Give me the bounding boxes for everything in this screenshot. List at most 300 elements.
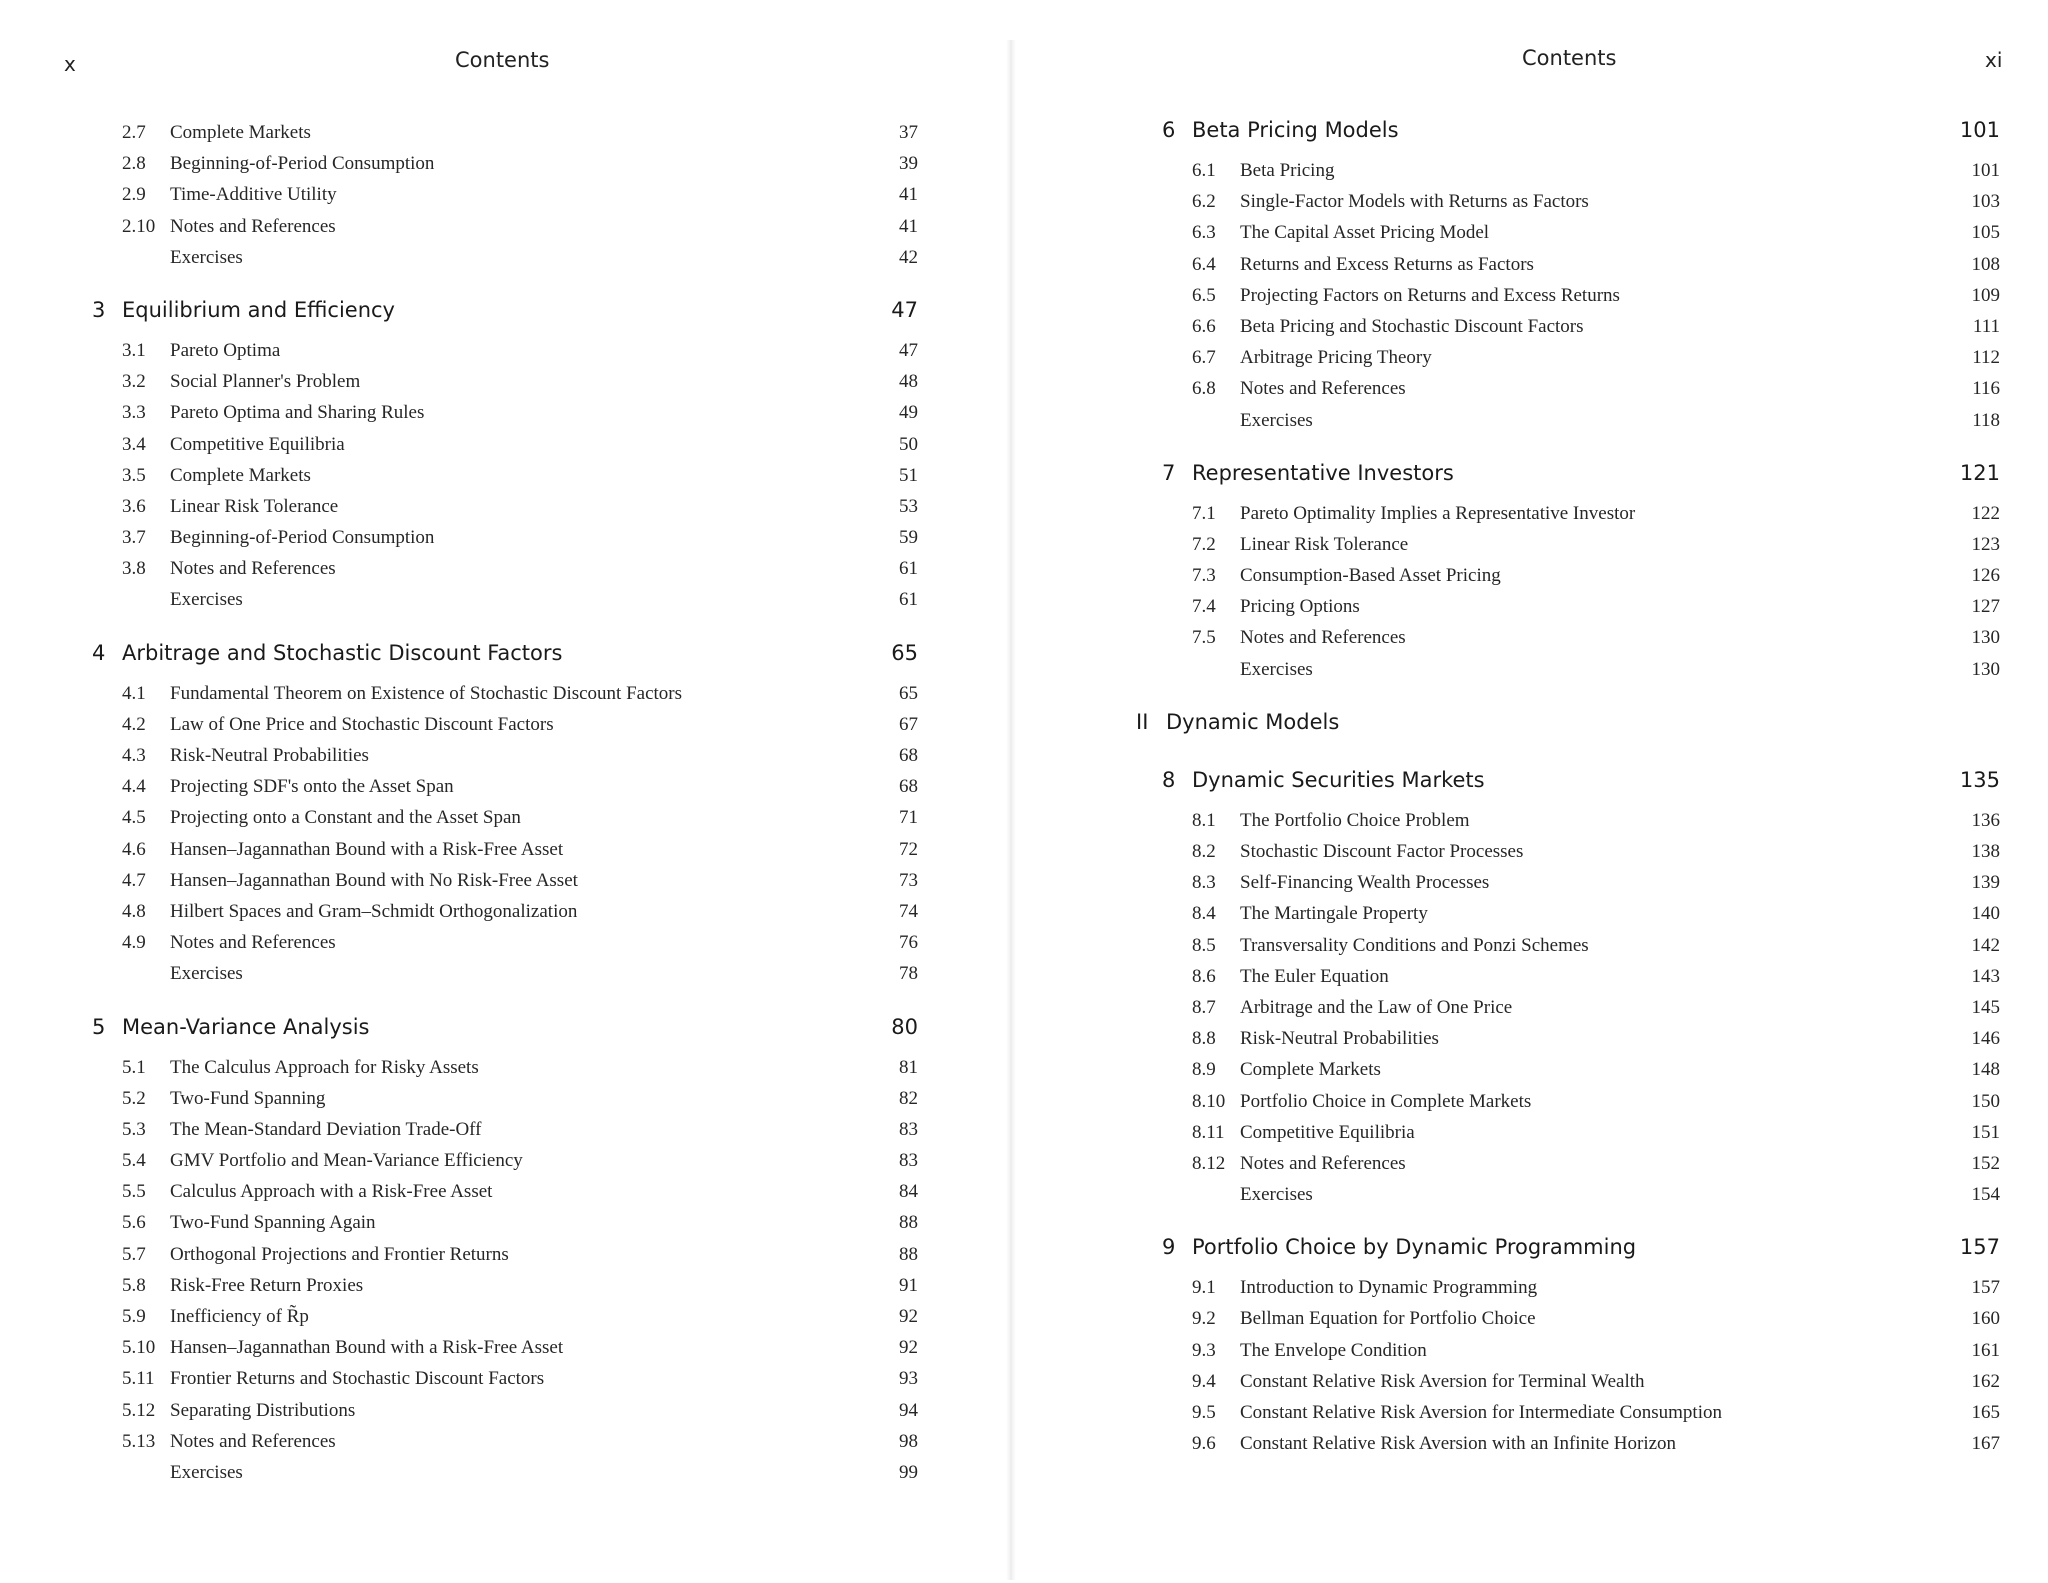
toc-entry [1162,1028,2000,1059]
section-page-number: 130 [1971,627,2000,649]
section-number: 4.6 [122,838,146,860]
section-page-number: 78 [899,963,918,985]
section-title: Inefficiency of R̃p [170,1306,309,1327]
section-title: Exercises [1240,658,1313,680]
chapter-number: 8 [1162,767,1176,792]
section-title: Bellman Equation for Portfolio Choice [1240,1308,1536,1330]
section-title: Constant Relative Risk Aversion for Intermediate Consumption [1240,1402,1722,1423]
section-title: Exercises [1240,1184,1313,1206]
section-number: 4.2 [122,713,146,735]
section-title: Frontier Returns and Stochastic Discount Factors [170,1368,545,1390]
toc-entry [92,745,918,776]
section-page-number: 126 [1971,565,2000,587]
section-number: 2.7 [122,122,146,143]
section-page-number: 74 [899,900,918,922]
toc-entry [1162,596,2000,627]
toc-entry [92,527,918,558]
section-title: Linear Risk Tolerance [1240,533,1409,555]
section-number: 5.5 [122,1181,146,1203]
toc-entry [92,807,918,838]
toc-entry [92,1368,918,1399]
toc-entry [92,1306,918,1337]
toc-entry [92,1181,918,1212]
section-number: 4.8 [122,900,146,922]
section-title: Pareto Optima [170,339,281,361]
toc-entry [1162,1371,2000,1402]
section-number: 9.5 [1192,1402,1216,1423]
section-title: The Portfolio Choice Problem [1240,809,1470,831]
toc-entry [92,1119,918,1150]
section-number: 3.1 [122,339,146,361]
toc-entry [1162,1059,2000,1090]
section-title: Two-Fund Spanning [170,1087,326,1109]
section-page-number: 92 [899,1337,918,1359]
page-folio-right: xi [1985,48,2003,72]
section-page-number: 111 [1972,315,2000,337]
section-title: Law of One Price and Stochastic Discount Factors [170,713,554,735]
section-number: 6.3 [1192,222,1216,244]
section-number: 8.12 [1192,1152,1226,1174]
section-title: Beta Pricing and Stochastic Discount Factors [1240,315,1584,337]
section-title: Projecting onto a Constant and the Asset Span [170,807,521,829]
toc-entry [1162,160,2000,191]
section-title: Single-Factor Models with Returns as Factors [1240,191,1589,213]
section-title: Hilbert Spaces and Gram–Schmidt Orthogonalization [170,900,578,922]
toc-entry [1162,503,2000,534]
toc-entry [92,465,918,496]
section-page-number: 140 [1971,903,2000,925]
section-title: Constant Relative Risk Aversion for Terminal Wealth [1240,1370,1645,1392]
section-number: 7.5 [1192,627,1216,649]
toc-entry [92,184,918,215]
section-page-number: 98 [899,1430,918,1452]
section-title: Introduction to Dynamic Programming [1240,1277,1538,1299]
section-page-number: 152 [1971,1152,2000,1174]
section-number: 5.9 [122,1306,146,1327]
section-number: 3.4 [122,433,146,455]
section-number: 2.10 [122,215,156,237]
section-number: 9.2 [1192,1308,1216,1330]
section-number: 3.7 [122,527,146,549]
section-page-number: 83 [899,1118,918,1140]
section-number: 4.1 [122,682,146,704]
section-title: Exercises [1240,409,1313,431]
section-page-number: 151 [1971,1121,2000,1143]
section-page-number: 136 [1971,809,2000,831]
toc-entry [92,122,918,153]
chapter-page-number: 121 [1959,460,2000,485]
section-page-number: 146 [1971,1028,2000,1050]
section-number: 5.2 [122,1087,146,1109]
toc-entry [92,153,918,184]
part-number: II [1136,709,1149,734]
section-title: Complete Markets [1240,1059,1381,1081]
toc-entry [1162,1402,2000,1433]
section-title: Separating Distributions [170,1399,356,1421]
part-title: Dynamic Models [1166,709,1340,734]
section-page-number: 51 [899,464,918,486]
section-number: 4.3 [122,745,146,766]
section-page-number: 167 [1971,1433,2000,1455]
section-number: 2.9 [122,184,146,206]
toc-entry-exercises [1162,659,2000,690]
section-number: 4.4 [122,776,146,798]
chapter-number: 9 [1162,1235,1176,1260]
toc-entry [1162,1433,2000,1464]
section-number: 7.1 [1192,502,1216,524]
chapter-heading [92,298,918,336]
section-number: 5.13 [122,1430,156,1452]
section-title: Linear Risk Tolerance [170,495,339,517]
section-title: Hansen–Jagannathan Bound with a Risk-Free Asset [170,1337,564,1359]
section-title: The Mean-Standard Deviation Trade-Off [170,1118,482,1140]
section-page-number: 161 [1971,1339,2000,1361]
section-title: Time-Additive Utility [170,184,337,206]
section-page-number: 139 [1971,872,2000,894]
section-page-number: 162 [1971,1370,2000,1392]
toc-entry [92,340,918,371]
section-number: 8.9 [1192,1059,1216,1081]
section-page-number: 101 [1971,160,2000,181]
section-title: Competitive Equilibria [170,433,345,455]
section-page-number: 68 [899,745,918,766]
section-page-number: 41 [899,215,918,237]
section-title: Notes and References [170,558,336,580]
chapter-page-number: 135 [1959,767,2000,792]
section-page-number: 142 [1971,934,2000,956]
toc-entry [1162,1340,2000,1371]
chapter-title: Portfolio Choice by Dynamic Programming [1192,1235,1637,1260]
chapter-page-number: 65 [891,640,918,665]
chapter-page-number: 80 [891,1014,918,1039]
chapter-page-number: 157 [1959,1235,2000,1260]
section-number: 8.8 [1192,1028,1216,1050]
section-number: 8.7 [1192,996,1216,1018]
section-page-number: 112 [1972,347,2000,369]
toc-entry [92,434,918,465]
section-number: 6.8 [1192,378,1216,400]
section-page-number: 50 [899,433,918,455]
section-title: The Capital Asset Pricing Model [1240,222,1490,244]
section-number: 6.2 [1192,191,1216,213]
section-page-number: 165 [1971,1402,2000,1423]
section-title: Projecting SDF's onto the Asset Span [170,776,454,798]
section-number: 5.10 [122,1337,156,1359]
toc-entry [1162,1277,2000,1308]
section-page-number: 122 [1971,502,2000,524]
toc-entry [92,932,918,963]
section-title: Notes and References [170,1430,336,1452]
section-title: The Calculus Approach for Risky Assets [170,1056,479,1078]
toc-entry-exercises [92,589,918,620]
section-page-number: 118 [1972,409,2000,431]
toc-entry [1162,966,2000,997]
section-page-number: 143 [1971,965,2000,987]
section-page-number: 108 [1971,253,2000,275]
section-number: 5.1 [122,1056,146,1078]
section-title: The Martingale Property [1240,903,1428,925]
section-title: Exercises [170,589,243,611]
toc-entry [92,1088,918,1119]
section-number: 5.4 [122,1150,146,1172]
section-title: Returns and Excess Returns as Factors [1240,253,1534,275]
section-number: 8.1 [1192,809,1216,831]
section-page-number: 99 [899,1461,918,1483]
section-page-number: 39 [899,153,918,175]
toc-entry [1162,1308,2000,1339]
section-title: Complete Markets [170,122,311,143]
toc-entry [92,1150,918,1181]
toc-entry [1162,627,2000,658]
chapter-title: Representative Investors [1192,460,1454,485]
toc-entry [1162,378,2000,409]
section-title: Fundamental Theorem on Existence of Stochastic Discount Factors [170,682,683,704]
section-number: 9.3 [1192,1339,1216,1361]
section-number: 6.5 [1192,284,1216,306]
section-page-number: 48 [899,371,918,393]
section-title: Orthogonal Projections and Frontier Returns [170,1243,509,1265]
section-number: 5.7 [122,1243,146,1265]
toc-entry [1162,316,2000,347]
section-number: 6.6 [1192,315,1216,337]
section-page-number: 61 [899,558,918,580]
section-title: Two-Fund Spanning Again [170,1212,376,1234]
toc-entry-exercises [1162,410,2000,441]
section-page-number: 116 [1972,378,2000,400]
toc-entry [1162,872,2000,903]
section-page-number: 103 [1971,191,2000,213]
toc-entry [1162,347,2000,378]
toc-entry [1162,935,2000,966]
section-number: 3.2 [122,371,146,393]
running-head-right: Contents [1522,46,1617,70]
section-title: Notes and References [170,215,336,237]
section-number: 7.4 [1192,596,1216,618]
toc-entry [92,371,918,402]
chapter-heading [1162,1235,2000,1273]
section-title: Risk-Neutral Probabilities [1240,1028,1439,1050]
toc-entry [92,496,918,527]
chapter-heading [1162,768,2000,806]
section-number: 3.3 [122,402,146,424]
section-page-number: 47 [899,339,918,361]
section-page-number: 88 [899,1243,918,1265]
section-title: Notes and References [1240,378,1406,400]
section-number: 5.11 [122,1368,155,1390]
toc-entry [92,1275,918,1306]
section-page-number: 91 [899,1274,918,1296]
section-page-number: 84 [899,1181,918,1203]
section-title: Transversality Conditions and Ponzi Schemes [1240,934,1589,956]
chapter-number: 7 [1162,460,1176,485]
section-number: 8.6 [1192,965,1216,987]
section-number: 5.12 [122,1399,156,1421]
section-page-number: 67 [899,713,918,735]
section-page-number: 123 [1971,533,2000,555]
section-title: Beta Pricing [1240,160,1335,181]
toc-entry [92,558,918,589]
section-page-number: 76 [899,932,918,954]
section-page-number: 81 [899,1056,918,1078]
section-title: Risk-Neutral Probabilities [170,745,369,766]
section-page-number: 150 [1971,1090,2000,1112]
chapter-page-number: 47 [891,297,918,322]
section-title: Projecting Factors on Returns and Excess Returns [1240,284,1620,306]
left-page [0,0,1010,1583]
toc-entry [1162,254,2000,285]
section-title: Arbitrage Pricing Theory [1240,347,1432,369]
section-number: 4.7 [122,869,146,891]
toc-entry [1162,810,2000,841]
section-page-number: 109 [1971,284,2000,306]
section-page-number: 71 [899,807,918,829]
section-page-number: 145 [1971,996,2000,1018]
section-page-number: 105 [1971,222,2000,244]
toc-entry [1162,222,2000,253]
chapter-title: Beta Pricing Models [1192,118,1399,142]
toc-entry [92,714,918,745]
section-title: Stochastic Discount Factor Processes [1240,841,1524,862]
chapter-title: Equilibrium and Efficiency [122,297,395,322]
section-title: Calculus Approach with a Risk-Free Asset [170,1181,493,1203]
section-title: Notes and References [1240,1152,1406,1174]
section-page-number: 93 [899,1368,918,1390]
section-page-number: 157 [1971,1277,2000,1299]
toc-entry [92,1212,918,1243]
section-title: Social Planner's Problem [170,371,361,393]
toc-entry-exercises [1162,1184,2000,1215]
section-title: Beginning-of-Period Consumption [170,153,435,175]
toc-entry [1162,191,2000,222]
section-title: Constant Relative Risk Aversion with an Infinite Horizon [1240,1433,1677,1455]
section-number: 8.5 [1192,934,1216,956]
running-head-left: Contents [455,48,550,72]
section-page-number: 61 [899,589,918,611]
section-number: 3.5 [122,464,146,486]
section-page-number: 72 [899,838,918,860]
section-page-number: 160 [1971,1308,2000,1330]
chapter-title: Arbitrage and Stochastic Discount Factors [122,640,563,665]
toc-entry [92,1337,918,1368]
section-title: Portfolio Choice in Complete Markets [1240,1090,1532,1112]
section-number: 3.8 [122,558,146,580]
toc-entry [92,1244,918,1275]
section-page-number: 37 [899,122,918,143]
toc-entry [1162,1122,2000,1153]
toc-left [92,122,918,1493]
section-page-number: 138 [1971,841,2000,862]
toc-entry [1162,841,2000,872]
section-title: Pricing Options [1240,596,1360,618]
section-title: Exercises [170,246,243,268]
section-page-number: 148 [1971,1059,2000,1081]
section-title: Exercises [170,963,243,985]
section-number: 9.4 [1192,1370,1216,1392]
section-title: Competitive Equilibria [1240,1121,1415,1143]
section-page-number: 42 [899,246,918,268]
section-title: Arbitrage and the Law of One Price [1240,996,1513,1018]
section-title: Pareto Optimality Implies a Representative Investor [1240,502,1636,524]
right-page [1010,0,2048,1583]
section-page-number: 59 [899,527,918,549]
toc-entry-exercises [92,963,918,994]
section-number: 6.1 [1192,160,1216,181]
part-heading [1136,710,2000,748]
toc-entry [92,402,918,433]
chapter-heading [92,1015,918,1053]
chapter-number: 6 [1162,118,1176,142]
chapter-heading [92,641,918,679]
page-folio-left: x [64,52,76,76]
toc-entry [92,776,918,807]
toc-entry-exercises [92,247,918,278]
section-number: 4.9 [122,932,146,954]
section-number: 8.3 [1192,872,1216,894]
section-number: 5.3 [122,1118,146,1140]
toc-entry [92,901,918,932]
section-title: Hansen–Jagannathan Bound with No Risk-Free Asset [170,869,578,891]
section-title: The Envelope Condition [1240,1339,1427,1361]
section-number: 6.4 [1192,253,1216,275]
section-page-number: 94 [899,1399,918,1421]
toc-entry [1162,1091,2000,1122]
toc-entry [1162,1153,2000,1184]
section-number: 4.5 [122,807,146,829]
section-title: Notes and References [1240,627,1406,649]
toc-entry [92,1431,918,1462]
section-page-number: 49 [899,402,918,424]
chapter-number: 4 [92,640,106,665]
section-page-number: 68 [899,776,918,798]
section-page-number: 130 [1971,658,2000,680]
toc-entry [1162,997,2000,1028]
section-title: The Euler Equation [1240,965,1389,987]
section-number: 6.7 [1192,347,1216,369]
section-number: 8.4 [1192,903,1216,925]
toc-entry [92,870,918,901]
toc-entry [1162,565,2000,596]
section-title: Beginning-of-Period Consumption [170,527,435,549]
section-title: Complete Markets [170,464,311,486]
toc-right [1136,118,2000,1464]
toc-entry [92,1057,918,1088]
section-title: Pareto Optima and Sharing Rules [170,402,425,424]
section-page-number: 83 [899,1150,918,1172]
toc-entry-exercises [92,1462,918,1493]
section-title: Self-Financing Wealth Processes [1240,872,1490,894]
section-number: 9.1 [1192,1277,1216,1299]
toc-entry [92,839,918,870]
toc-entry [92,683,918,714]
section-title: Hansen–Jagannathan Bound with a Risk-Free Asset [170,838,564,860]
section-number: 7.3 [1192,565,1216,587]
chapter-title: Dynamic Securities Markets [1192,767,1485,792]
chapter-heading [1162,461,2000,499]
toc-entry [1162,903,2000,934]
section-number: 9.6 [1192,1433,1216,1455]
section-title: Consumption-Based Asset Pricing [1240,565,1501,587]
section-number: 5.6 [122,1212,146,1234]
toc-entry [1162,285,2000,316]
section-page-number: 154 [1971,1184,2000,1206]
section-page-number: 92 [899,1306,918,1327]
section-page-number: 88 [899,1212,918,1234]
toc-entry [1162,534,2000,565]
section-title: Notes and References [170,932,336,954]
section-number: 8.10 [1192,1090,1226,1112]
section-page-number: 65 [899,682,918,704]
chapter-page-number: 101 [1959,118,2000,142]
